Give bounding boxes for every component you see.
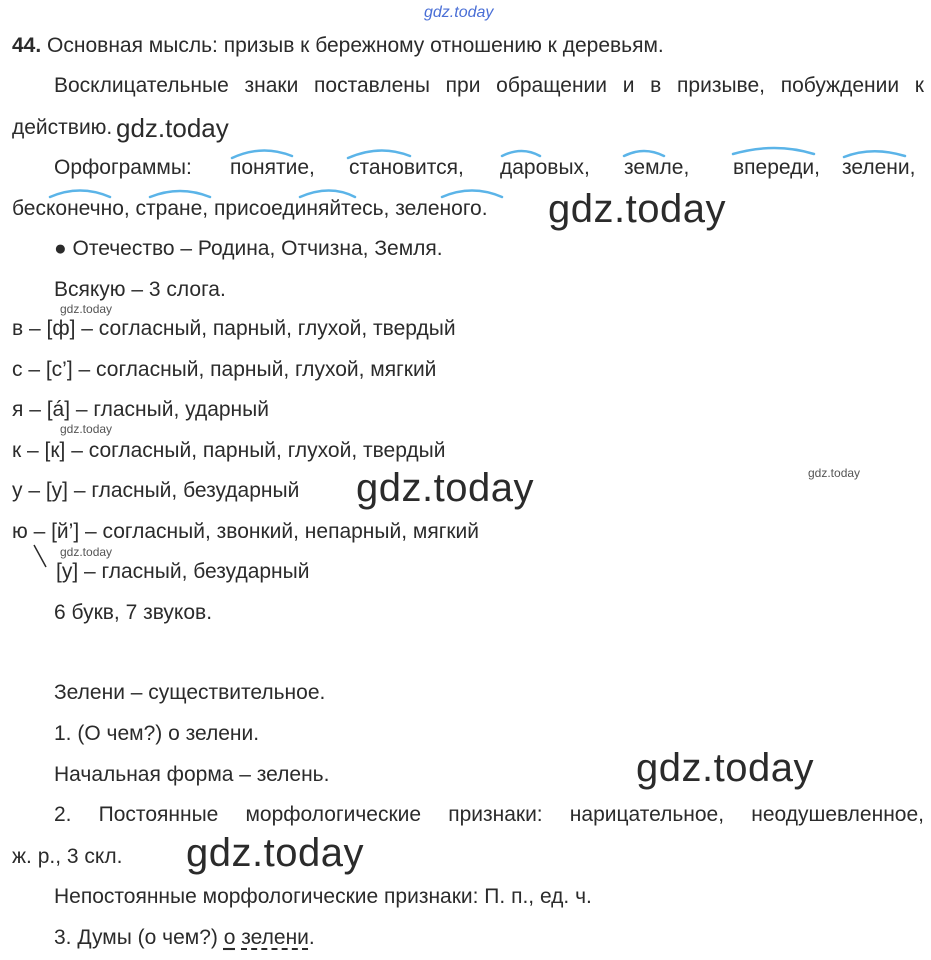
orthograms-label: Орфограммы:	[54, 156, 192, 179]
watermark-big-2: gdz.today	[356, 466, 534, 510]
exercise-number: 44.	[12, 34, 42, 57]
watermark-small-2: gdz.today	[60, 422, 113, 436]
question-3	[54, 925, 315, 951]
orth-word-6: зелени,	[842, 156, 916, 179]
synonyms-line: ● Отечество – Родина, Отчизна, Земля.	[54, 237, 443, 260]
noun-title: Зелени – существительное.	[54, 681, 326, 704]
phonetic-line-7: [у] – гласный, безударный	[56, 560, 310, 583]
question-1: 1. (О чем?) о зелени.	[54, 722, 260, 745]
orth-word-4: земле,	[624, 156, 690, 179]
diagonal-line	[34, 545, 46, 567]
question-3-preposition: о	[223, 926, 236, 949]
question-2-line-1: 2. Постоянные морфологические признаки: нарицательное, неодушевленное,	[54, 803, 924, 826]
phonetic-line-5: у – [у] – гласный, безударный	[12, 479, 300, 502]
watermark-small-1: gdz.today	[60, 302, 113, 316]
watermark-small-4: gdz.today	[60, 545, 113, 559]
orth-word-3: даровых,	[500, 156, 590, 179]
phonetic-line-3: я – [á] – гласный, ударный	[12, 398, 269, 421]
main-idea-text: Основная мысль: призыв к бережному отношению к деревьям.	[47, 34, 664, 57]
watermark-mid: gdz.today	[116, 113, 229, 143]
phonetic-line-6: ю – [й’] – согласный, звонкий, непарный, мягкий	[12, 520, 480, 543]
syllables-line: Всякую – 3 слога.	[54, 278, 226, 301]
watermark-big-1: gdz.today	[548, 187, 726, 231]
watermark-small-3: gdz.today	[808, 466, 861, 480]
letters-sounds-line: 6 букв, 7 звуков.	[54, 601, 213, 624]
orth-word-5: впереди,	[733, 156, 820, 179]
watermark-big-3: gdz.today	[636, 746, 814, 790]
question-3-word: зелени	[241, 926, 309, 949]
question-3-end: .	[308, 926, 315, 949]
exclamation-line-1: Восклицательные знаки поставлены при обращении и в призыве, побуждении к	[54, 74, 924, 97]
main-idea-line	[12, 33, 664, 59]
watermark-top: gdz.today	[424, 4, 494, 21]
orth-word-1: понятие,	[230, 156, 315, 179]
phonetic-line-4: к – [к] – согласный, парный, глухой, твердый	[12, 439, 446, 462]
phonetic-line-1: в – [ф] – согласный, парный, глухой, твердый	[12, 317, 456, 340]
exclamation-line-2: действию.	[12, 116, 113, 139]
arc-5	[733, 148, 814, 154]
question-2-line-2: ж. р., 3 скл.	[12, 845, 123, 868]
orth-word-2: становится,	[349, 156, 464, 179]
watermark-big-4: gdz.today	[186, 831, 364, 875]
question-3-prefix: 3. Думы (о чем?)	[54, 926, 224, 949]
orthograms-line-2: бесконечно, стране, присоединяйтесь, зеленого.	[12, 197, 488, 220]
initial-form: Начальная форма – зелень.	[54, 763, 330, 786]
variable-features: Непостоянные морфологические признаки: П. п., ед. ч.	[54, 885, 592, 908]
phonetic-line-2: с – [с’] – согласный, парный, глухой, мягкий	[12, 358, 437, 381]
